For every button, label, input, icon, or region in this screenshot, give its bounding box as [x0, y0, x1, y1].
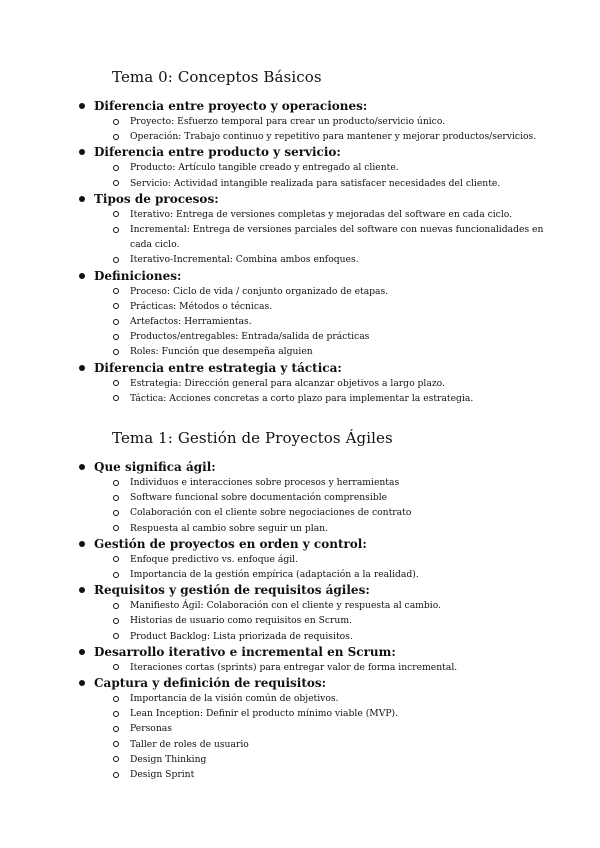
- topic-heading: Requisitos y gestión de requisitos ágiles:: [94, 583, 370, 598]
- section-tema-0: [0, 66, 600, 406]
- list-item: Manifiesto Ágil: Colaboración con el cliente y respuesta al cambio.: [94, 598, 600, 613]
- circle-bullet-icon: [113, 211, 119, 217]
- list-item: Prácticas: Métodos o técnicas.: [94, 299, 600, 314]
- circle-bullet-icon: [113, 180, 119, 186]
- list-item: Importancia de la visión común de objetivos.: [94, 691, 600, 706]
- circle-bullet-icon: [113, 303, 119, 309]
- list-item: Enfoque predictivo vs. enfoque ágil.: [94, 552, 600, 567]
- list-item: Artefactos: Herramientas.: [94, 314, 600, 329]
- list-item: Iterativo: Entrega de versiones completas y mejoradas del software en cada ciclo.: [94, 207, 600, 222]
- bullet-icon: [79, 587, 85, 593]
- topic: [0, 459, 600, 536]
- bullet-icon: [79, 464, 85, 470]
- bullet-icon: [79, 103, 85, 109]
- list-item: Software funcional sobre documentación comprensible: [94, 490, 600, 505]
- circle-bullet-icon: [113, 556, 119, 562]
- list-item: Importancia de la gestión empírica (adaptación a la realidad).: [94, 567, 600, 582]
- topic-heading: Definiciones:: [94, 268, 182, 283]
- circle-bullet-icon: [113, 664, 119, 670]
- list-item: Iterativo-Incremental: Combina ambos enfoques.: [94, 252, 600, 267]
- circle-bullet-icon: [113, 603, 119, 609]
- sub-list: [94, 552, 600, 582]
- list-item: Roles: Función que desempeña alguien: [94, 344, 600, 359]
- topic-heading: Captura y definición de requisitos:: [94, 676, 327, 691]
- topic: [0, 675, 600, 782]
- topic-heading: Diferencia entre proyecto y operaciones:: [94, 99, 368, 113]
- list-item: Colaboración con el cliente sobre negociaciones de contrato: [94, 505, 600, 520]
- list-item: Design Sprint: [94, 767, 600, 782]
- circle-bullet-icon: [113, 257, 119, 263]
- list-item: Personas: [94, 721, 600, 736]
- list-item: Respuesta al cambio sobre seguir un plan.: [94, 521, 600, 536]
- circle-bullet-icon: [113, 525, 119, 531]
- topic-heading: Desarrollo iterativo e incremental en Scrum:: [94, 644, 396, 659]
- list-item: Product Backlog: Lista priorizada de requisitos.: [94, 629, 600, 644]
- sub-list: [94, 207, 600, 268]
- circle-bullet-icon: [113, 756, 119, 762]
- topic-heading: Que significa ágil:: [94, 460, 216, 474]
- topic: [0, 191, 600, 268]
- topic-list: [0, 459, 600, 782]
- circle-bullet-icon: [113, 288, 119, 294]
- list-item: Servicio: Actividad intangible realizada para satisfacer necesidades del cliente.: [94, 176, 600, 191]
- bullet-icon: [79, 541, 85, 547]
- sub-list: [94, 475, 600, 536]
- circle-bullet-icon: [113, 480, 119, 486]
- list-item: Producto: Artículo tangible creado y entregado al cliente.: [94, 160, 600, 175]
- circle-bullet-icon: [113, 711, 119, 717]
- topic: [0, 144, 600, 190]
- circle-bullet-icon: [113, 510, 119, 516]
- circle-bullet-icon: [113, 741, 119, 747]
- list-item: Incremental: Entrega de versiones parciales del software con nuevas funcionalidades en cada ciclo.: [94, 222, 600, 252]
- bullet-icon: [79, 365, 85, 371]
- list-item: Individuos e interacciones sobre procesos y herramientas: [94, 475, 600, 490]
- circle-bullet-icon: [113, 165, 119, 171]
- list-item: Estrategia: Dirección general para alcanzar objetivos a largo plazo.: [94, 376, 600, 391]
- topic-heading: Diferencia entre estrategia y táctica:: [94, 360, 342, 375]
- list-item: Lean Inception: Definir el producto mínimo viable (MVP).: [94, 706, 600, 721]
- topic: [0, 98, 600, 144]
- circle-bullet-icon: [113, 633, 119, 639]
- list-item: Táctica: Acciones concretas a corto plazo para implementar la estrategia.: [94, 391, 600, 406]
- sub-list: [94, 660, 600, 675]
- circle-bullet-icon: [113, 227, 119, 233]
- section-title: Tema 0: Conceptos Básicos: [112, 68, 322, 86]
- bullet-icon: [79, 196, 85, 202]
- circle-bullet-icon: [113, 618, 119, 624]
- bullet-icon: [79, 149, 85, 155]
- list-item: Operación: Trabajo continuo y repetitivo para mantener y mejorar productos/servicios.: [94, 129, 600, 144]
- list-item: Taller de roles de usuario: [94, 737, 600, 752]
- topic: [0, 360, 600, 406]
- circle-bullet-icon: [113, 380, 119, 386]
- bullet-icon: [79, 680, 85, 686]
- circle-bullet-icon: [113, 772, 119, 778]
- topic-heading: Tipos de procesos:: [94, 191, 219, 206]
- topic-heading: Gestión de proyectos en orden y control:: [94, 536, 367, 551]
- bullet-icon: [79, 273, 85, 279]
- list-item: Proyecto: Esfuerzo temporal para crear un producto/servicio único.: [94, 114, 600, 129]
- topic: [0, 582, 600, 644]
- list-item: Proceso: Ciclo de vida / conjunto organizado de etapas.: [94, 284, 600, 299]
- topic: [0, 644, 600, 675]
- circle-bullet-icon: [113, 495, 119, 501]
- bullet-icon: [79, 649, 85, 655]
- topic-heading: Diferencia entre producto y servicio:: [94, 145, 341, 160]
- circle-bullet-icon: [113, 572, 119, 578]
- sub-list: [94, 160, 600, 190]
- circle-bullet-icon: [113, 119, 119, 125]
- sub-list: [94, 376, 600, 406]
- circle-bullet-icon: [113, 696, 119, 702]
- circle-bullet-icon: [113, 395, 119, 401]
- circle-bullet-icon: [113, 726, 119, 732]
- topic: [0, 536, 600, 582]
- sub-list: [94, 598, 600, 644]
- topic-list: [0, 98, 600, 406]
- circle-bullet-icon: [113, 349, 119, 355]
- circle-bullet-icon: [113, 134, 119, 140]
- list-item: Design Thinking: [94, 752, 600, 767]
- list-item: Productos/entregables: Entrada/salida de prácticas: [94, 329, 600, 344]
- sub-list: [94, 691, 600, 782]
- circle-bullet-icon: [113, 319, 119, 325]
- section-tema-1: [0, 427, 600, 782]
- topic: [0, 268, 600, 360]
- section-title: Tema 1: Gestión de Proyectos Ágiles: [112, 429, 393, 447]
- circle-bullet-icon: [113, 334, 119, 340]
- list-item: Iteraciones cortas (sprints) para entregar valor de forma incremental.: [94, 660, 600, 675]
- sub-list: [94, 114, 600, 144]
- sub-list: [94, 284, 600, 360]
- list-item: Historias de usuario como requisitos en Scrum.: [94, 613, 600, 628]
